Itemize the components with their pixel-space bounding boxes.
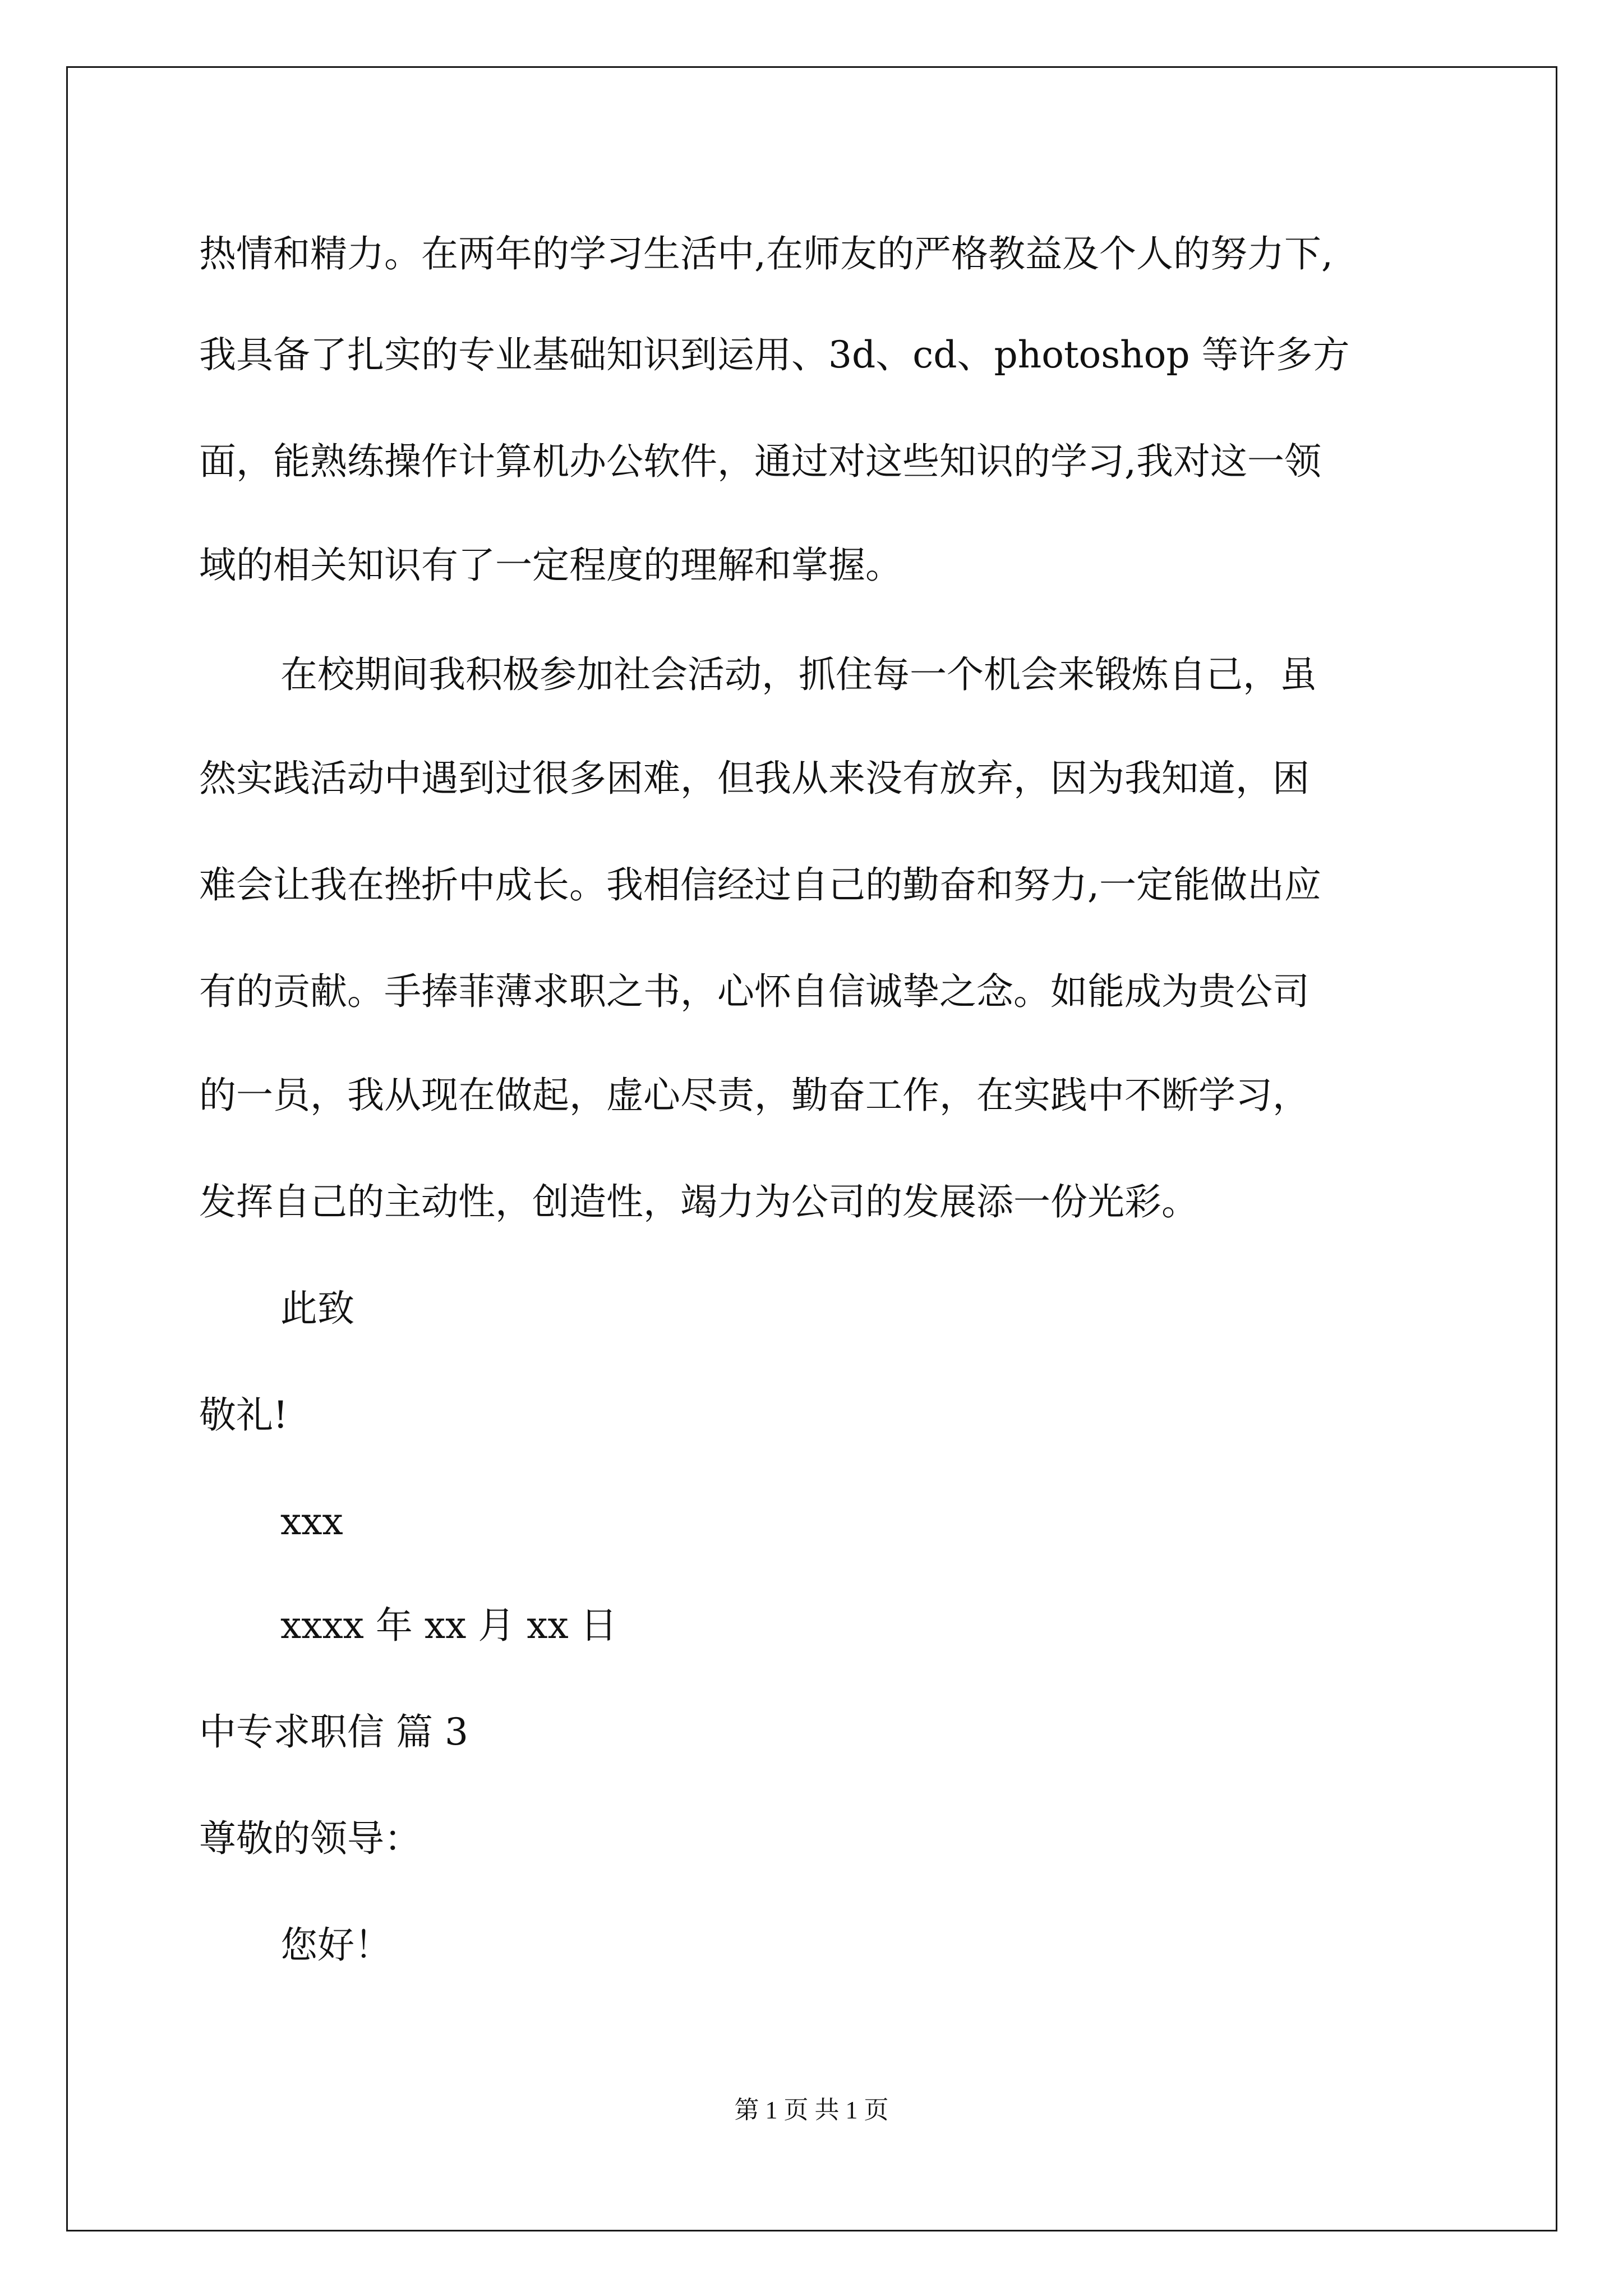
paragraph-2-line-3: 难会让我在挫折中成长。我相信经过自己的勤奋和努力,一定能做出应 — [199, 863, 1321, 907]
paragraph-2-line-6: 发挥自己的主动性，创造性，竭力为公司的发展添一份光彩。 — [199, 1180, 1198, 1223]
paragraph-1-line-2: 我具备了扎实的专业基础知识到运用、3d、cd、photoshop 等许多方 — [199, 333, 1350, 376]
salute: 敬礼! — [199, 1393, 288, 1437]
paragraph-2-line-4: 有的贡献。手捧菲薄求职之书，心怀自信诚挚之念。如能成为贵公司 — [199, 970, 1310, 1013]
signature: xxx — [280, 1500, 343, 1543]
paragraph-2-line-1: 在校期间我积极参加社会活动，抓住每一个机会来锻炼自己，虽 — [280, 653, 1317, 696]
hello: 您好！ — [280, 1924, 391, 1967]
page-footer: 第 1 页 共 1 页 — [734, 2096, 889, 2124]
paragraph-1-line-3: 面，能熟练操作计算机办公软件，通过对这些知识的学习,我对这一领 — [199, 440, 1321, 483]
date: xxxx 年 xx 月 xx 日 — [280, 1604, 617, 1647]
closing: 此致 — [280, 1287, 354, 1330]
page-border — [66, 66, 1557, 2231]
paragraph-2-line-2: 然实践活动中遇到过很多困难，但我从来没有放弃，因为我知道，困 — [199, 757, 1310, 800]
paragraph-1-line-4: 域的相关知识有了一定程度的理解和掌握。 — [199, 544, 902, 587]
section-title: 中专求职信 篇 3 — [199, 1710, 468, 1754]
paragraph-1-line-1: 热情和精力。在两年的学习生活中,在师友的严格教益及个人的努力下, — [199, 232, 1333, 275]
greeting: 尊敬的领导： — [199, 1817, 421, 1860]
paragraph-2-line-5: 的一员，我从现在做起，虚心尽责，勤奋工作，在实践中不断学习， — [199, 1074, 1310, 1117]
